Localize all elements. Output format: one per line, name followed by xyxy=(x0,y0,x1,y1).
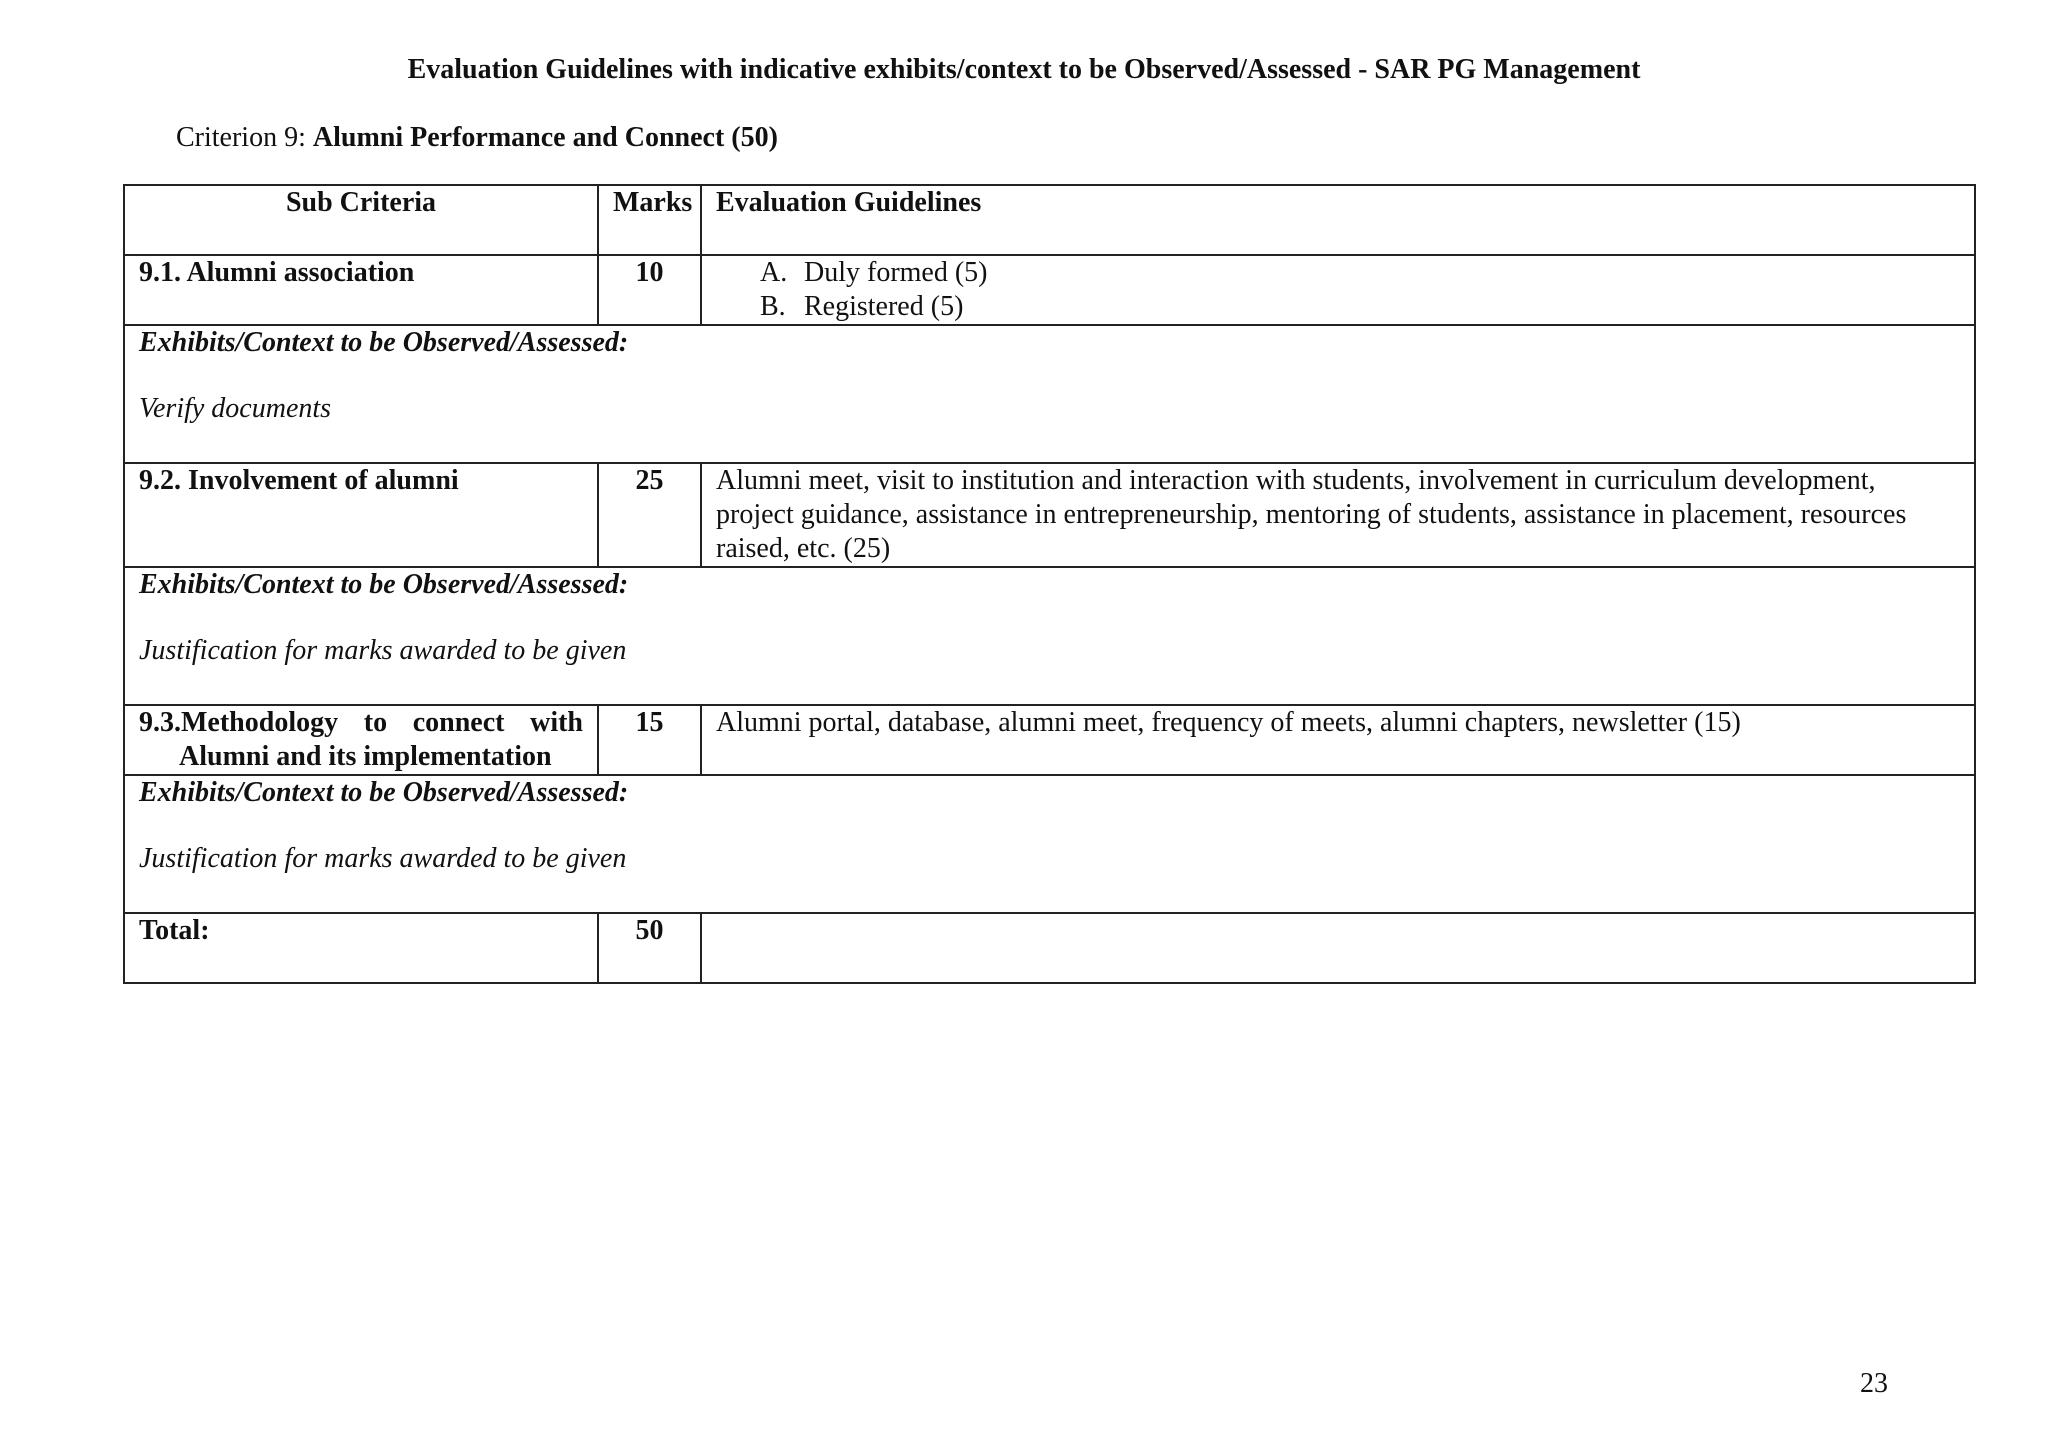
exhibit-text: Justification for marks awarded to be given xyxy=(139,635,627,666)
evaluation-table xyxy=(123,184,1976,984)
list-item xyxy=(760,256,1960,290)
marks-cell: 15 xyxy=(598,705,701,775)
marks-cell: 10 xyxy=(598,255,701,325)
column-header-sub-criteria: Sub Criteria xyxy=(124,185,598,255)
total-label: Total: xyxy=(124,913,598,983)
sub-criteria-cell: 9.2. Involvement of alumni xyxy=(124,463,598,567)
table-header-row xyxy=(124,185,1975,255)
page-number: 23 xyxy=(1860,1368,1888,1399)
sub-criteria-cell xyxy=(124,705,598,775)
column-header-guidelines: Evaluation Guidelines xyxy=(701,185,1975,255)
guidelines-cell: Alumni portal, database, alumni meet, frequency of meets, alumni chapters, newsletter (15) xyxy=(701,705,1975,775)
exhibit-label: Exhibits/Context to be Observed/Assessed: xyxy=(139,777,629,808)
exhibit-row xyxy=(124,775,1975,913)
exhibit-row xyxy=(124,567,1975,705)
list-item xyxy=(760,290,1960,324)
guideline-list xyxy=(716,256,1960,324)
list-item-text: Duly formed (5) xyxy=(804,257,988,288)
sub-criteria-line: Alumni and its implementation xyxy=(179,741,552,772)
table-row xyxy=(124,705,1975,775)
sub-criteria-line: 9.3.Methodology to connect with xyxy=(139,707,583,738)
table-row xyxy=(124,463,1975,567)
list-item-letter: A. xyxy=(760,257,788,288)
guidelines-cell xyxy=(701,255,1975,325)
exhibit-cell xyxy=(124,775,1975,913)
criterion-heading xyxy=(176,118,778,158)
guidelines-cell: Alumni meet, visit to institution and interaction with students, involvement in curriculum development, project guidance, assistance in entrepreneurship, mentoring of students, assistance in placement, resources raised, etc. (25) xyxy=(701,463,1975,567)
exhibit-cell xyxy=(124,567,1975,705)
total-marks: 50 xyxy=(598,913,701,983)
criterion-name: Alumni Performance and Connect (50) xyxy=(312,122,778,153)
exhibit-label: Exhibits/Context to be Observed/Assessed: xyxy=(139,327,629,358)
exhibit-cell xyxy=(124,325,1975,463)
list-item-letter: B. xyxy=(760,291,786,322)
exhibit-row xyxy=(124,325,1975,463)
total-row xyxy=(124,913,1975,983)
total-guidelines-cell xyxy=(701,913,1975,983)
exhibit-text: Justification for marks awarded to be given xyxy=(139,843,627,874)
table-row xyxy=(124,255,1975,325)
exhibit-text: Verify documents xyxy=(139,393,332,424)
column-header-marks: Marks xyxy=(598,185,701,255)
sub-criteria-cell: 9.1. Alumni association xyxy=(124,255,598,325)
document-title: Evaluation Guidelines with indicative exhibits/context to be Observed/Assessed - SAR PG Management xyxy=(407,54,1641,85)
list-item-text: Registered (5) xyxy=(804,291,964,322)
criterion-prefix: Criterion 9: xyxy=(176,122,306,153)
marks-cell: 25 xyxy=(598,463,701,567)
exhibit-label: Exhibits/Context to be Observed/Assessed: xyxy=(139,569,629,600)
